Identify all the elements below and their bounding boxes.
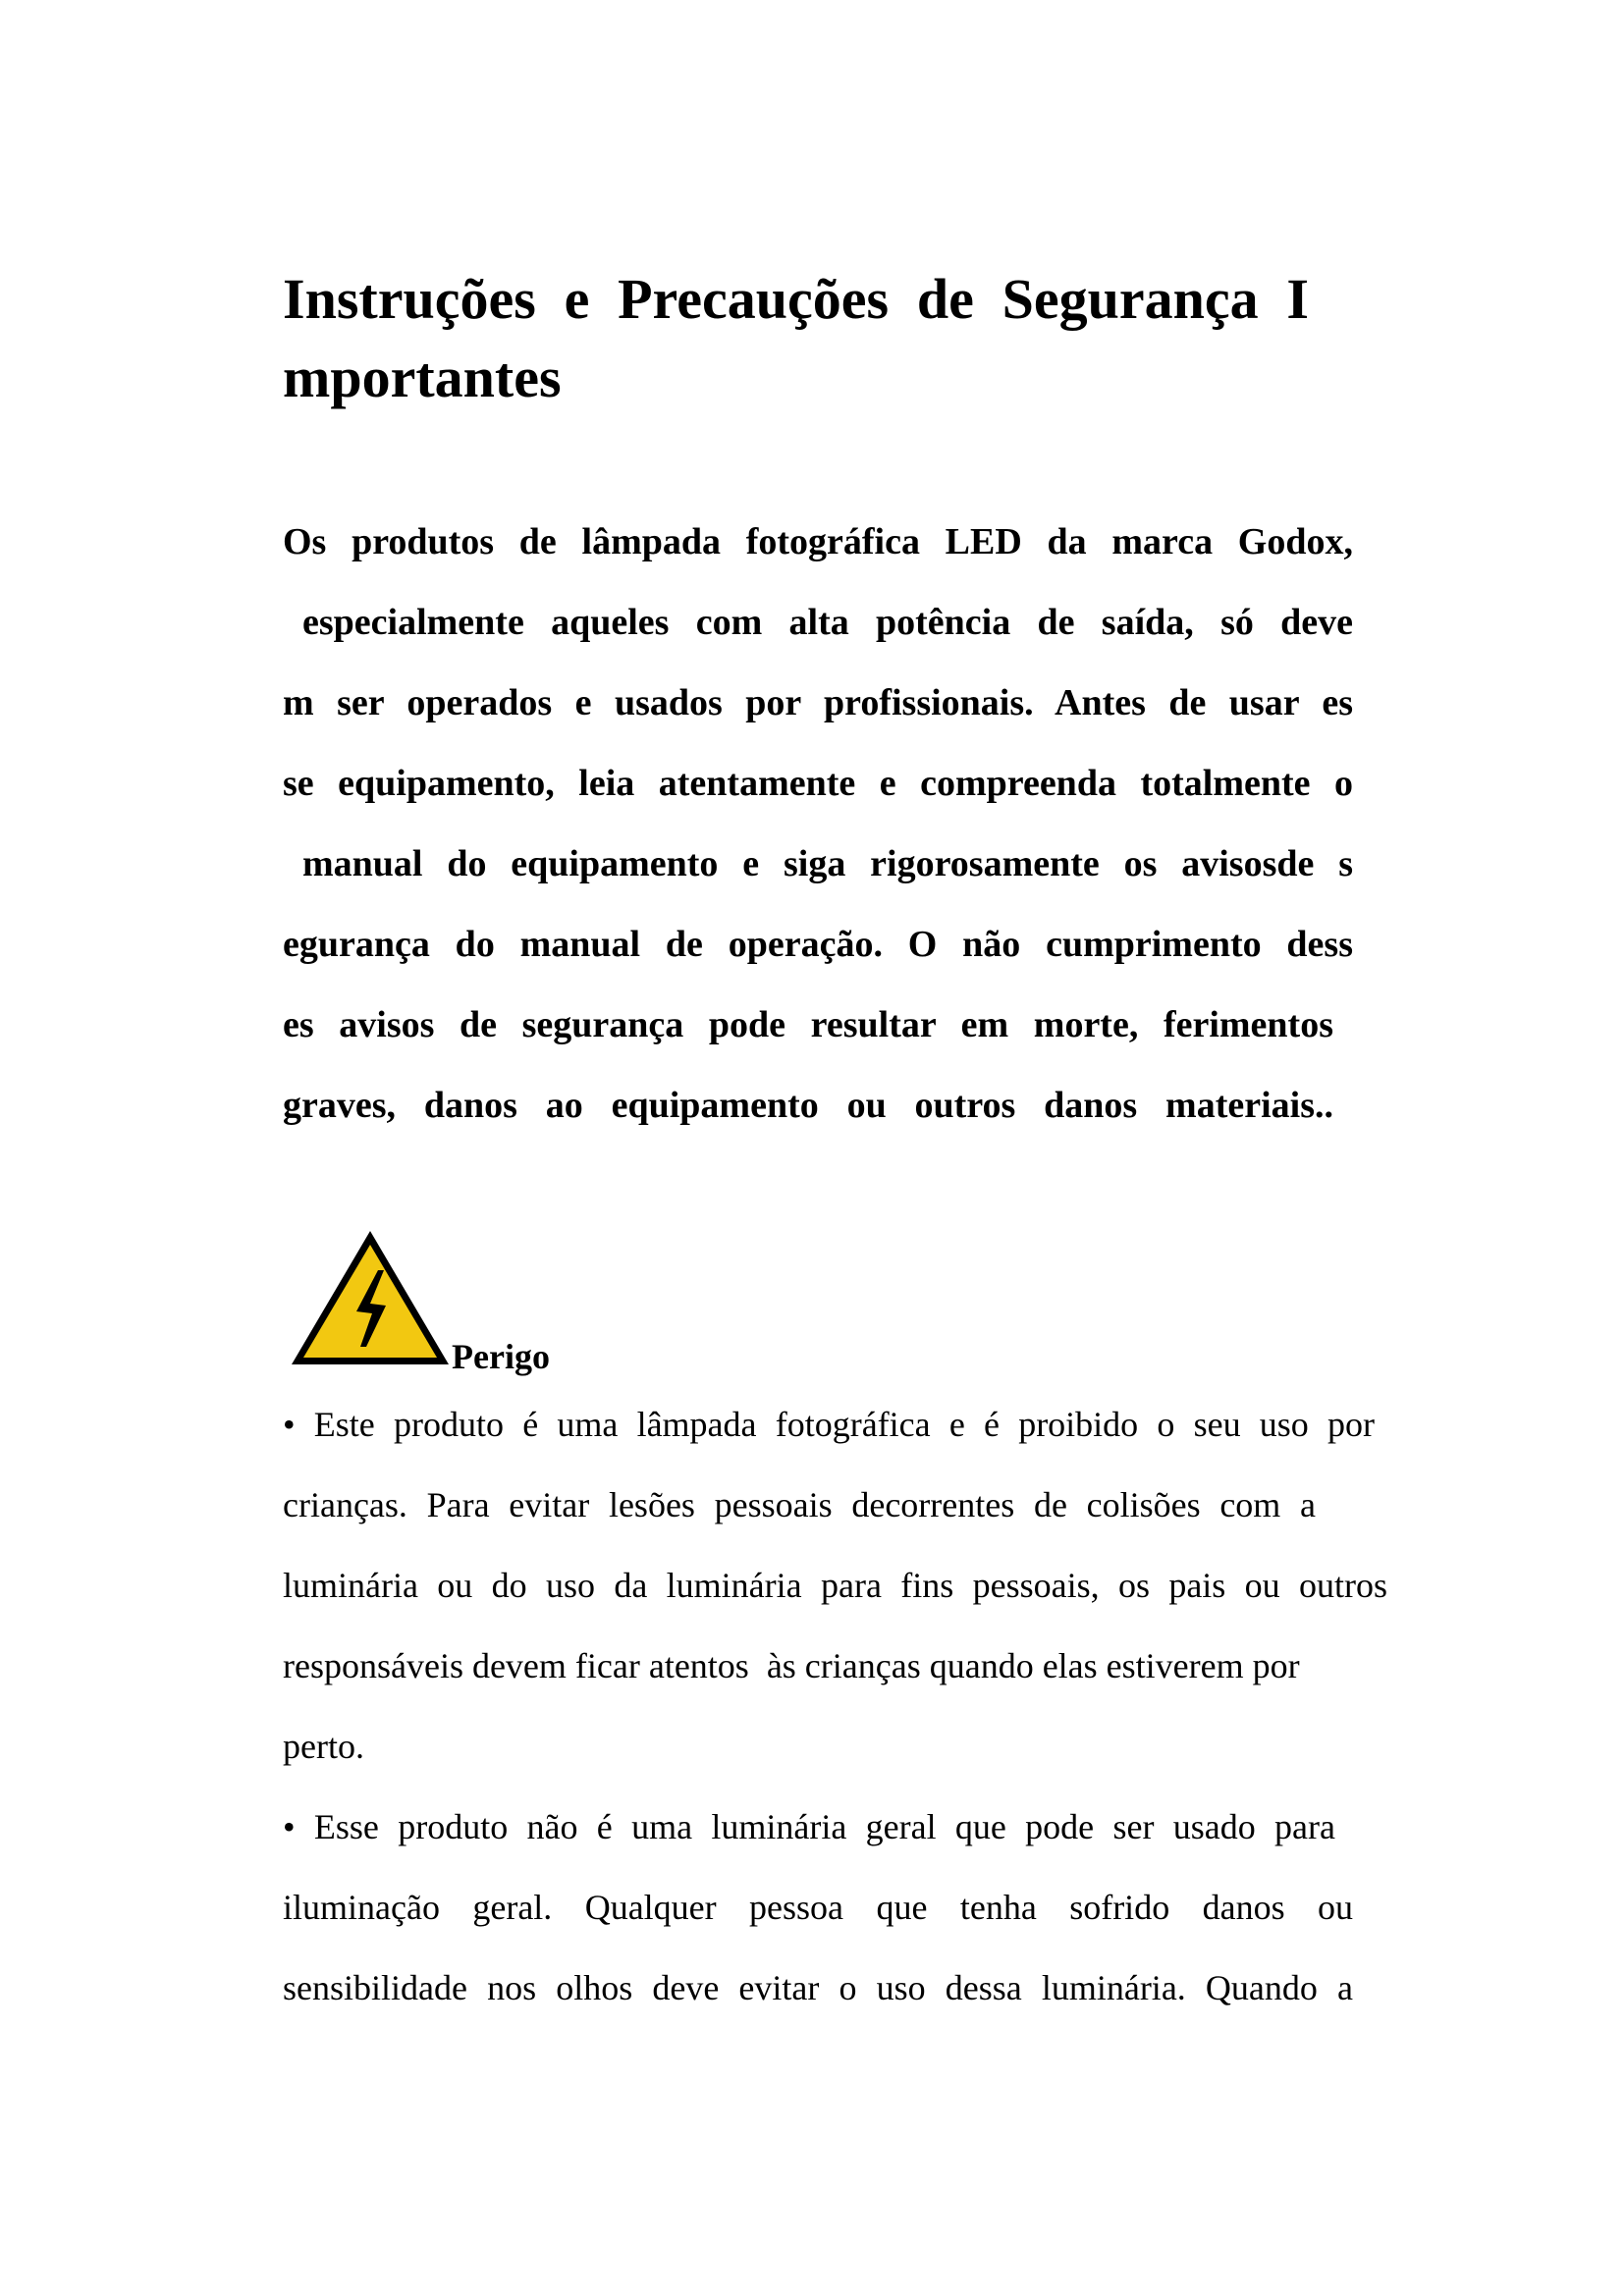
warning-label: Perigo: [452, 1337, 550, 1376]
intro-line-2: especialmente aqueles com alta potência de saída, só deve: [302, 602, 1353, 643]
intro-line-5: manual do equipamento e siga rigorosamente os avisosde s: [302, 843, 1353, 884]
intro-line-7: es avisos de segurança pode resultar em morte, ferimentos: [283, 1004, 1333, 1045]
intro-line-4: se equipamento, leia atentamente e compreenda totalmente o: [283, 763, 1353, 804]
danger-line-3: luminária ou do uso da luminária para fins pessoais, os pais ou outros: [283, 1566, 1387, 1605]
intro-line-1: Os produtos de lâmpada fotográfica LED da marca Godox,: [283, 521, 1353, 562]
high-voltage-warning-icon: [288, 1227, 453, 1370]
danger-line-1: • Este produto é uma lâmpada fotográfica e é proibido o seu uso por: [283, 1405, 1375, 1444]
danger-line-7: iluminação geral. Qualquer pessoa que tenha sofrido danos ou: [283, 1888, 1353, 1927]
danger-line-4: responsáveis devem ficar atentos às crianças quando elas estiverem por: [283, 1646, 1300, 1685]
page-title-line-2: mportantes: [283, 346, 562, 409]
intro-line-3: m ser operados e usados por profissionais. Antes de usar es: [283, 682, 1353, 723]
page-title-line-1: Instruções e Precauções de Segurança I: [283, 267, 1309, 331]
danger-line-5: perto.: [283, 1727, 364, 1766]
danger-line-8: sensibilidade nos olhos deve evitar o uso dessa luminária. Quando a: [283, 1968, 1353, 2007]
intro-line-6: egurança do manual de operação. O não cumprimento dess: [283, 924, 1353, 965]
danger-line-2: crianças. Para evitar lesões pessoais decorrentes de colisões com a: [283, 1485, 1316, 1524]
intro-line-8: graves, danos ao equipamento ou outros danos materiais..: [283, 1085, 1333, 1126]
danger-line-6: • Esse produto não é uma luminária geral que pode ser usado para: [283, 1807, 1335, 1846]
